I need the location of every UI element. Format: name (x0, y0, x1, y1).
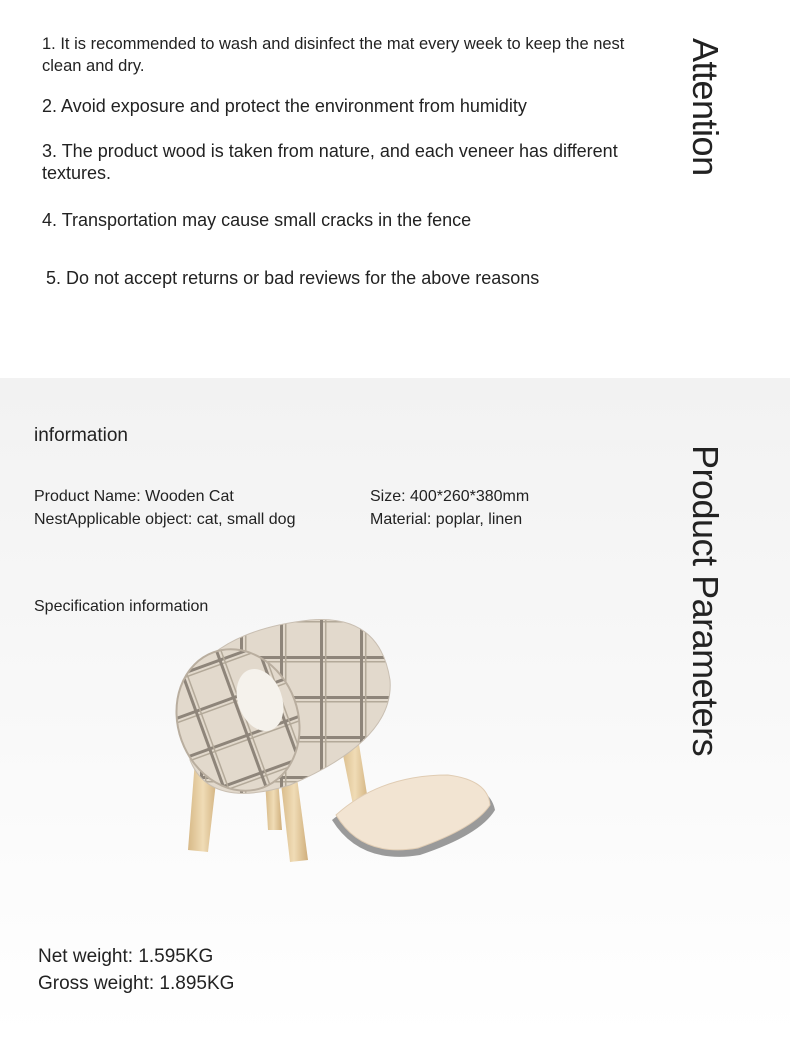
product-image (150, 610, 520, 875)
attention-item-1: 1. It is recommended to wash and disinfect the mat every week to keep the nest clean and dry. (42, 35, 625, 75)
specification-heading: Specification information (34, 598, 209, 615)
information-heading: information (34, 425, 128, 446)
attention-item-5: 5. Do not accept returns or bad reviews for the above reasons (46, 268, 540, 288)
attention-item-3: 3. The product wood is taken from nature, and each veneer has different textures. (42, 141, 618, 183)
attention-title: Attention (685, 38, 726, 176)
param-material: Material: poplar, linen (370, 511, 523, 528)
attention-section (0, 0, 790, 378)
gross-weight: Gross weight: 1.895KG (38, 973, 235, 994)
net-weight: Net weight: 1.595KG (38, 946, 214, 967)
param-left-group (34, 485, 295, 531)
product-parameters-title: Product Parameters (685, 445, 726, 757)
attention-item-4: 4. Transportation may cause small cracks in the fence (42, 210, 472, 230)
param-size: Size: 400*260*380mm (370, 488, 530, 505)
param-right-group (370, 485, 529, 531)
attention-item-2: 2. Avoid exposure and protect the environment from humidity (42, 96, 527, 116)
param-applicable-object: NestApplicable object: cat, small dog (34, 511, 296, 528)
param-product-name: Product Name: Wooden Cat (34, 488, 234, 505)
